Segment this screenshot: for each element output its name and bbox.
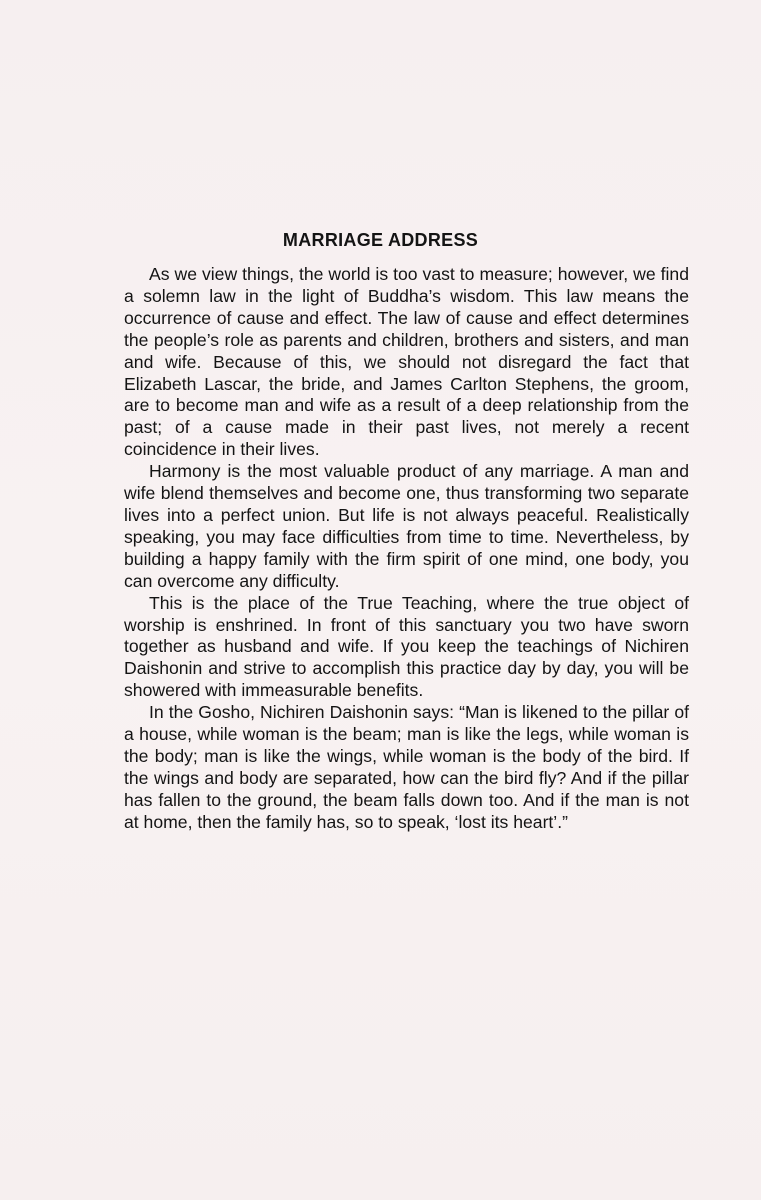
paragraph-1: As we view things, the world is too vast to measure; however, we find a solemn law in the light of Buddha’s wisdom. This law means the occurrence of cause and effect. The law of cause and effect determines the people’s role as parents and children, brothers and sisters, and man and wife. Because of this, we should not disregard the fact that Elizabeth Lascar, the bride, and James Carlton Stephens, the groom, are to become man and wife as a result of a deep relationship from the past; of a cause made in their past lives, not merely a recent coincidence in their lives. bbox=[124, 264, 689, 460]
document-body bbox=[124, 264, 689, 834]
paragraph-4: In the Gosho, Nichiren Daishonin says: “Man is likened to the pillar of a house, while woman is the beam; man is like the legs, while woman is the body; man is like the wings, while woman is the body of the bird. If the wings and body are separated, how can the bird fly? And if the pillar has fallen to the ground, the beam falls down too. And if the man is not at home, then the family has, so to speak, ‘lost its heart’.” bbox=[124, 702, 689, 832]
document-title: MARRIAGE ADDRESS bbox=[282, 230, 479, 250]
paragraph-2: Harmony is the most valuable product of any marriage. A man and wife blend themselves and become one, thus transforming two separate lives into a perfect union. But life is not always peaceful. Realistically speaking, you may face difficulties from time to time. Nevertheless, by building a happy family with the firm spirit of one mind, one body, you can overcome any difficulty. bbox=[124, 461, 689, 591]
paragraph-3: This is the place of the True Teaching, where the true object of worship is enshrined. In front of this sanctuary you two have sworn together as husband and wife. If you keep the teachings of Nichiren Daishonin and strive to accomplish this practice day by day, you will be showered with immeasurable benefits. bbox=[124, 592, 689, 701]
